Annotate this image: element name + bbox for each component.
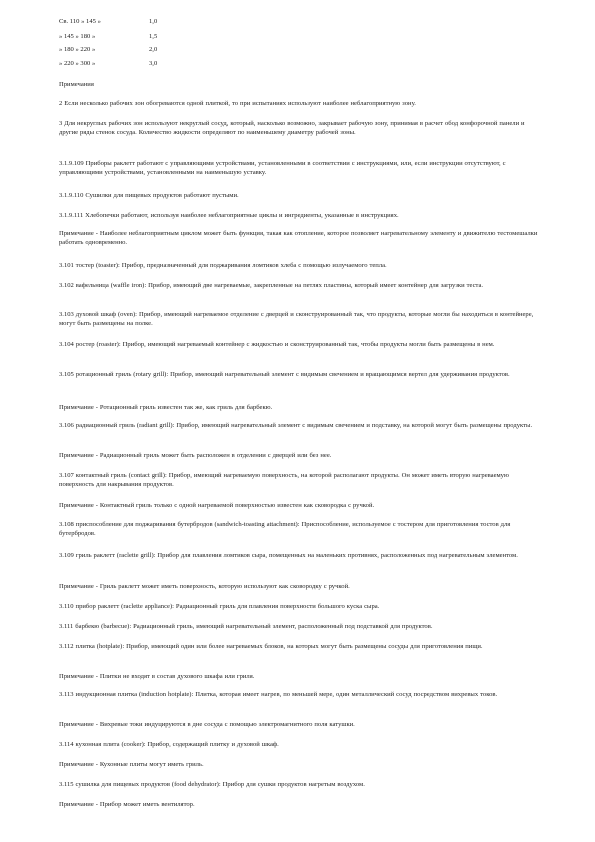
ratio-label: » 220 » 300 » <box>59 60 96 67</box>
clause-paragraph: 3.1.9.111 Хлебопечки работают, используя наиболее неблагоприятные циклы и ингредиенты, указанные в инструкциях. <box>59 212 399 219</box>
ratio-label: Св. 110 » 145 » <box>59 18 101 25</box>
note-paragraph: Примечание - Ротационный гриль известен так же, как гриль для барбекю. <box>59 404 273 411</box>
note-paragraph: Примечание - Вихревые токи индуцируются в дне сосуда с помощью электромагнитного поля катушки. <box>59 721 355 728</box>
ratio-label: » 180 » 220 » <box>59 46 96 53</box>
note-paragraph: 2 Если несколько рабочих зон обогреваются одной плиткой, то при испытаниях используют наиболее неблагоприятную зону. <box>59 100 416 107</box>
ratio-label: » 145 » 180 » <box>59 33 96 40</box>
definition-paragraph: 3.104 ростер (roaster): Прибор, имеющий нагреваемый контейнер с жидкостью и сконструированный так, чтобы продукты могли быть размещены в нем. <box>59 341 495 348</box>
note-paragraph: Примечание - Наиболее неблагоприятным циклом может быть функция, такая как отопление, которое позволяет нагревательному элементу и движителю тестомешалки работать одновременно. <box>59 230 538 246</box>
definition-paragraph: 3.101 тостер (toaster): Прибор, предназначенный для поджаривания ломтиков хлеба с помощью излучаемого тепла. <box>59 262 387 269</box>
ratio-value: 2,0 <box>149 46 158 53</box>
clause-paragraph: 3.1.9.109 Приборы раклетт работают с управляющими устройствами, установленными в соответствии с инструкциями, или, если инструкции отсутствуют, с управляющими устройствами, установленными на наименьшую уставку. <box>59 160 506 176</box>
clause-paragraph: 3.1.9.110 Сушилки для пищевых продуктов работают пустыми. <box>59 192 239 199</box>
note-paragraph: Примечание - Плитки не входят в состав духового шкафа или гриля. <box>59 673 255 680</box>
note-paragraph: Примечание - Прибор может иметь вентилятор. <box>59 801 195 808</box>
definition-paragraph: 3.114 кухонная плита (cooker): Прибор, содержащий плитку и духовой шкаф. <box>59 741 279 748</box>
definition-paragraph: 3.109 гриль раклетт (raclette grill): Прибор для плавления ломтиков сыра, помещенных на маленьких противнях, расположенных под нагревательным элементом. <box>59 552 518 559</box>
note-paragraph: Примечание - Кухонные плиты могут иметь гриль. <box>59 761 204 768</box>
ratio-value: 1,0 <box>149 18 158 25</box>
definition-paragraph: 3.103 духовой шкаф (oven): Прибор, имеющий нагреваемое отделение с дверцей и сконструированный так, что продукты, которые могли бы находиться в контейнере, могут быть размещены на полке. <box>59 311 534 327</box>
note-paragraph: 3 Для некруглых рабочих зон используют некруглый сосуд, который, насколько возможно, закрывает рабочую зону, принимая в расчет обод конфорочной панели и другие ряды стенок сосуда. Количество жидкости определяют по наименьшему диаметру рабочей зоны. <box>59 120 525 136</box>
ratio-value: 1,5 <box>149 33 158 40</box>
definition-paragraph: 3.105 ротационный гриль (rotary grill): Прибор, имеющий нагревательный элемент с видимым свечением и вращающимся вертел для удерживания продуктов. <box>59 371 510 378</box>
definition-paragraph: 3.108 приспособление для поджаривания бутербродов (sandwich-toasting attachment): Приспособление, используемое с тостером для приготовления тостов для бутербродов. <box>59 521 511 537</box>
note-paragraph: Примечание - Гриль раклетт может иметь поверхность, которую используют как сковородку с ручкой. <box>59 583 350 590</box>
definition-paragraph: 3.106 радиационный гриль (radiant grill): Прибор, имеющий нагревательный элемент с видимым свечением и подставку, на которой могут быть размещены продукты. <box>59 422 533 429</box>
definition-paragraph: 3.112 плитка (hotplate): Прибор, имеющий один или более нагреваемых блоков, на которых могут быть размещены сосуды для приготовления пищи. <box>59 643 483 650</box>
ratio-value: 3,0 <box>149 60 158 67</box>
definition-paragraph: 3.113 индукционная плитка (induction hotplate): Плитка, которая имеет нагрев, по меньшей мере, один металлический сосуд посредством вихревых токов. <box>59 691 498 698</box>
note-paragraph: Примечание - Радиационный гриль может быть расположен в отделении с дверцей или без нее. <box>59 452 332 459</box>
definition-paragraph: 3.115 сушилка для пищевых продуктов (food dehydrator): Прибор для сушки продуктов нагретым воздухом. <box>59 781 365 788</box>
definition-paragraph: 3.111 барбекю (barbecue): Радиационный гриль, имеющий нагревательный элемент, расположенный под подставкой для продуктов. <box>59 623 433 630</box>
definition-paragraph: 3.107 контактный гриль (contact grill): Прибор, имеющий нагреваемую поверхность, на которой располагают продукты. Он может иметь вторую нагреваемую поверхность для накрывания продуктов. <box>59 472 509 488</box>
notes-heading: Примечания <box>59 81 94 88</box>
note-paragraph: Примечание - Контактный гриль только с одной нагреваемой поверхностью известен как сковородка с ручкой. <box>59 502 375 509</box>
definition-paragraph: 3.102 вафельница (waffle iron): Прибор, имеющий две нагреваемые, закрепленные на петлях пластины, который имеет контейнер для загрузки теста. <box>59 282 484 289</box>
definition-paragraph: 3.110 прибор раклетт (raclette appliance): Радиационный гриль для плавления поверхности большого куска сыра. <box>59 603 380 610</box>
